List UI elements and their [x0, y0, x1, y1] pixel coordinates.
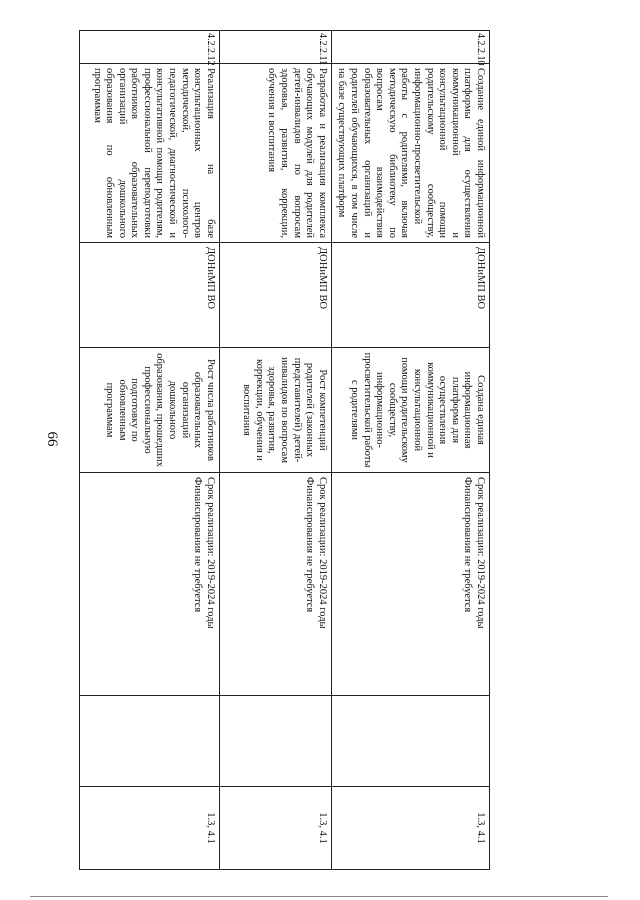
indicators-cell: 1.3, 4.1	[331, 787, 489, 870]
indicators-cell: 1.3, 4.1	[79, 787, 219, 870]
funding-text: Финансирования не требуется	[462, 477, 474, 613]
indicators-cell: 1.3, 4.1	[219, 787, 331, 870]
bottom-rule	[30, 896, 608, 897]
activity-cell: Реализация на базе консультационных центров методической, психолого-педагогической, диагностической и консультативной помощи родителям, профессиональной переподготовки работников образовательных организаций дошкольного образования по обновленным программам	[79, 64, 219, 243]
activity-cell: Разработка и реализация комплекса обучающих модулей для родителей детей-инвалидов по вопросам здоровья, развития, коррекции, обучения и воспитания	[219, 64, 331, 243]
table-row	[219, 31, 331, 870]
row-number: 4.2.2.10	[331, 31, 489, 64]
term-funding-cell	[331, 473, 489, 696]
responsible-cell: ДОНиМП ВО	[219, 243, 331, 348]
extra-cell	[219, 696, 331, 787]
result-cell: Создана единая информационная платформа для осуществления коммуникационной и консультационной помощи родительскому сообществу, информационно-просветительской работы с родителями	[331, 348, 489, 473]
term-text: Срок реализации: 2019-2024 годы	[316, 477, 328, 629]
row-number: 4.2.2.11	[219, 31, 331, 64]
extra-cell	[79, 696, 219, 787]
rotated-table-container	[80, 30, 490, 870]
result-cell: Рост компетенций родителей (законных представителей) детей-инвалидов по вопросам здоровья, развития, коррекции, обучения и воспитания	[219, 348, 331, 473]
funding-text: Финансирования не требуется	[304, 477, 316, 613]
term-text: Срок реализации: 2019-2024 годы	[204, 477, 216, 629]
table-row	[331, 31, 489, 870]
table-row	[79, 31, 219, 870]
term-funding-cell	[79, 473, 219, 696]
term-funding-cell	[219, 473, 331, 696]
term-text: Срок реализации: 2019-2024 годы	[475, 477, 486, 629]
page-number: 66	[44, 431, 61, 447]
activity-cell: Создание единой информационной платформы для осуществления коммуникационной и консультационной помощи родительскому сообществу, информационно-просветительской работы с родителями, включая методическую библиотеку по вопросам взаимодействия образовательных организаций и родителей обучающихся, в том числе на базе существующих платформ	[331, 64, 489, 243]
responsible-cell: ДОНиМП ВО	[331, 243, 489, 348]
row-number: 4.2.2.12	[79, 31, 219, 64]
funding-text: Финансирования не требуется	[192, 477, 204, 613]
responsible-cell: ДОНиМП ВО	[79, 243, 219, 348]
result-cell: Рост числа работников образовательных организаций дошкольного образования, прошедших профессиональную подготовку по обновленным программам	[79, 348, 219, 473]
action-plan-table	[79, 30, 490, 870]
extra-cell	[331, 696, 489, 787]
